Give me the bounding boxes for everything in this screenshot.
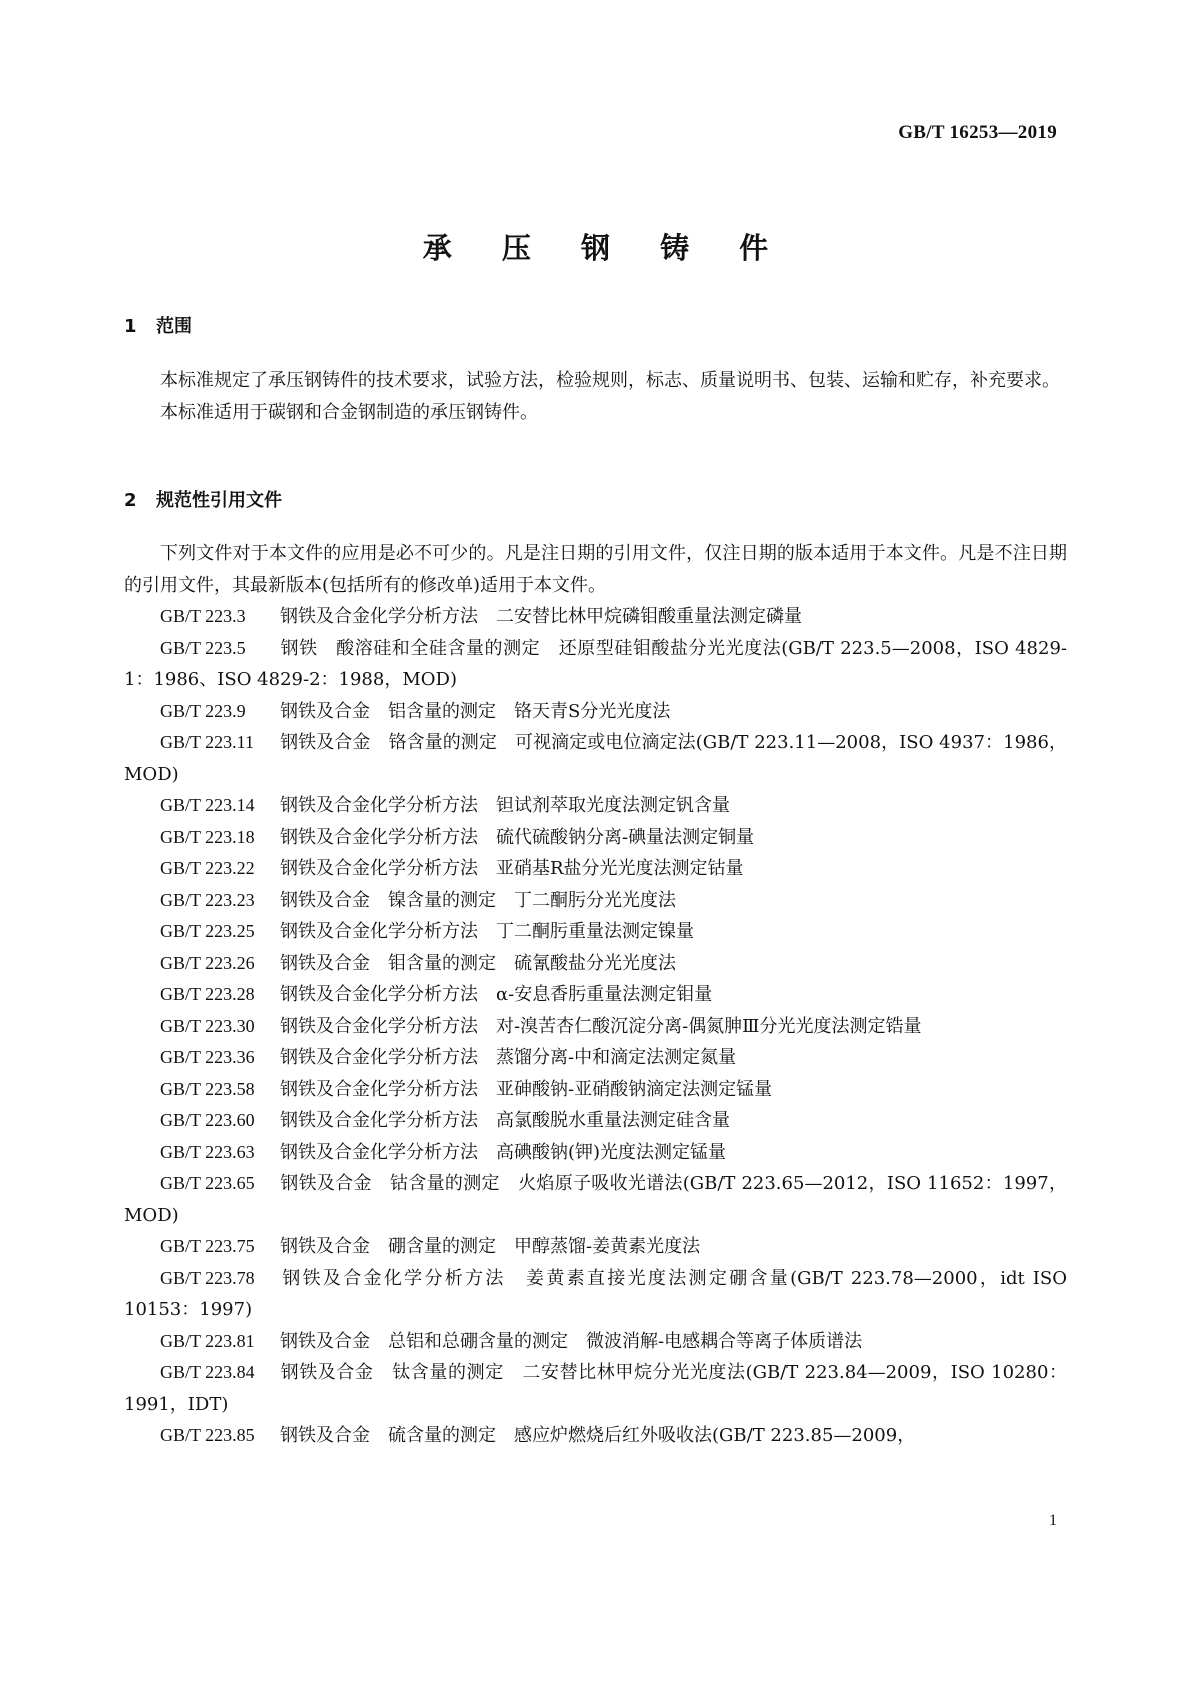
reference-code: GB/T 223.22 <box>160 858 255 878</box>
reference-title: 钢铁及合金化学分析方法 高氯酸脱水重量法测定硅含量 <box>280 1110 730 1131</box>
reference-item <box>124 979 1067 1011</box>
reference-code: GB/T 223.11 <box>160 732 255 752</box>
reference-code: GB/T 223.65 <box>160 1173 255 1193</box>
section-1-body <box>124 365 1067 428</box>
reference-title: 钢铁及合金 硼含量的测定 甲醇蒸馏-姜黄素光度法 <box>280 1236 701 1257</box>
page-number: 1 <box>1049 1512 1057 1529</box>
reference-title: 钢铁及合金化学分析方法 丁二酮肟重量法测定镍量 <box>280 921 694 942</box>
reference-item <box>124 916 1067 948</box>
reference-item <box>124 1168 1067 1231</box>
section-1-heading <box>124 312 192 338</box>
reference-title: 钢铁及合金化学分析方法 高碘酸钠(钾)光度法测定锰量 <box>280 1141 727 1163</box>
section-1-number: 1 <box>124 316 137 337</box>
reference-item <box>124 1263 1067 1326</box>
reference-item <box>124 790 1067 822</box>
section-2-heading <box>124 486 282 512</box>
reference-item <box>124 948 1067 980</box>
reference-title: 钢铁及合金 总铝和总硼含量的测定 微波消解-电感耦合等离子体质谱法 <box>280 1330 863 1352</box>
reference-item <box>124 601 1067 633</box>
reference-title: 钢铁及合金 钴含量的测定 火焰原子吸收光谱法(GB/T 223.65—2012，ISO 11652：1997，MOD) <box>124 1173 1067 1226</box>
section-1-paragraph: 本标准规定了承压钢铸件的技术要求，试验方法，检验规则，标志、质量说明书、包装、运输和贮存，补充要求。 <box>160 370 1060 391</box>
reference-code: GB/T 223.9 <box>160 700 246 721</box>
reference-title: 钢铁及合金 铬含量的测定 可视滴定或电位滴定法(GB/T 223.11—2008，ISO 4937：1986，MOD) <box>124 732 1067 785</box>
reference-item <box>124 1357 1067 1420</box>
reference-title: 钢铁及合金化学分析方法 姜黄素直接光度法测定硼含量(GB/T 223.78—2000，idt ISO 10153：1997) <box>124 1267 1067 1320</box>
reference-title: 钢铁及合金化学分析方法 亚砷酸钠-亚硝酸钠滴定法测定锰量 <box>280 1078 773 1100</box>
section-2-title: 规范性引用文件 <box>156 490 282 511</box>
section-1-title: 范围 <box>156 316 192 337</box>
reference-code: GB/T 223.36 <box>160 1047 255 1067</box>
reference-item <box>124 1420 1067 1452</box>
reference-code: GB/T 223.30 <box>160 1015 255 1036</box>
reference-item <box>124 633 1067 696</box>
reference-code: GB/T 223.3 <box>160 606 246 626</box>
reference-title: 钢铁 酸溶硅和全硅含量的测定 还原型硅钼酸盐分光光度法(GB/T 223.5—2008，ISO 4829-1：1986、ISO 4829-2：1988，MOD) <box>124 637 1067 690</box>
section-2-number: 2 <box>124 490 137 511</box>
reference-title: 钢铁及合金 钼含量的测定 硫氰酸盐分光光度法 <box>280 952 676 974</box>
reference-title: 钢铁及合金化学分析方法 蒸馏分离-中和滴定法测定氮量 <box>280 1047 737 1068</box>
reference-item <box>124 1042 1067 1074</box>
reference-title: 钢铁及合金 铝含量的测定 铬天青S分光光度法 <box>280 700 671 722</box>
section-2-body <box>124 538 1067 1452</box>
reference-item <box>124 727 1067 790</box>
reference-list <box>124 601 1067 1452</box>
reference-code: GB/T 223.75 <box>160 1236 255 1256</box>
reference-item <box>124 1231 1067 1263</box>
reference-title: 钢铁及合金 钛含量的测定 二安替比林甲烷分光光度法(GB/T 223.84—2009，ISO 10280：1991，IDT) <box>124 1362 1067 1415</box>
reference-code: GB/T 223.78 <box>160 1267 255 1288</box>
reference-code: GB/T 223.58 <box>160 1078 255 1099</box>
reference-item <box>124 1105 1067 1137</box>
reference-code: GB/T 223.14 <box>160 795 255 815</box>
reference-title: 钢铁及合金化学分析方法 α-安息香肟重量法测定钼量 <box>280 984 713 1005</box>
reference-code: GB/T 223.23 <box>160 889 255 910</box>
reference-code: GB/T 223.25 <box>160 921 255 941</box>
reference-code: GB/T 223.63 <box>160 1141 255 1162</box>
standard-code: GB/T 16253—2019 <box>898 122 1057 143</box>
reference-code: GB/T 223.60 <box>160 1110 255 1130</box>
reference-item <box>124 1137 1067 1169</box>
reference-code: GB/T 223.84 <box>160 1362 255 1382</box>
reference-item <box>124 885 1067 917</box>
section-2-intro: 下列文件对于本文件的应用是必不可少的。凡是注日期的引用文件，仅注日期的版本适用于本文件。凡是不注日期的引用文件，其最新版本(包括所有的修改单)适用于本文件。 <box>124 543 1067 596</box>
reference-code: GB/T 223.18 <box>160 826 255 847</box>
reference-title: 钢铁及合金化学分析方法 二安替比林甲烷磷钼酸重量法测定磷量 <box>280 606 802 627</box>
reference-item <box>124 853 1067 885</box>
reference-title: 钢铁及合金化学分析方法 钽试剂萃取光度法测定钒含量 <box>280 795 730 816</box>
reference-title: 钢铁及合金化学分析方法 亚硝基R盐分光光度法测定钴量 <box>280 858 744 879</box>
reference-code: GB/T 223.85 <box>160 1425 255 1445</box>
reference-code: GB/T 223.26 <box>160 952 255 973</box>
reference-code: GB/T 223.28 <box>160 984 255 1004</box>
document-title: 承 压 钢 铸 件 <box>422 231 789 265</box>
reference-title: 钢铁及合金 硫含量的测定 感应炉燃烧后红外吸收法(GB/T 223.85—2009， <box>280 1425 916 1446</box>
reference-title: 钢铁及合金 镍含量的测定 丁二酮肟分光光度法 <box>280 889 676 911</box>
reference-item <box>124 696 1067 728</box>
reference-code: GB/T 223.81 <box>160 1330 255 1351</box>
reference-item <box>124 1326 1067 1358</box>
reference-item <box>124 1011 1067 1043</box>
reference-title: 钢铁及合金化学分析方法 硫代硫酸钠分离-碘量法测定铜量 <box>280 826 755 848</box>
section-1-paragraph: 本标准适用于碳钢和合金钢制造的承压钢铸件。 <box>160 401 538 423</box>
reference-item <box>124 822 1067 854</box>
reference-code: GB/T 223.5 <box>160 637 246 658</box>
reference-title: 钢铁及合金化学分析方法 对-溴苦杏仁酸沉淀分离-偶氮胂Ⅲ分光光度法测定锆量 <box>280 1015 922 1037</box>
reference-item <box>124 1074 1067 1106</box>
